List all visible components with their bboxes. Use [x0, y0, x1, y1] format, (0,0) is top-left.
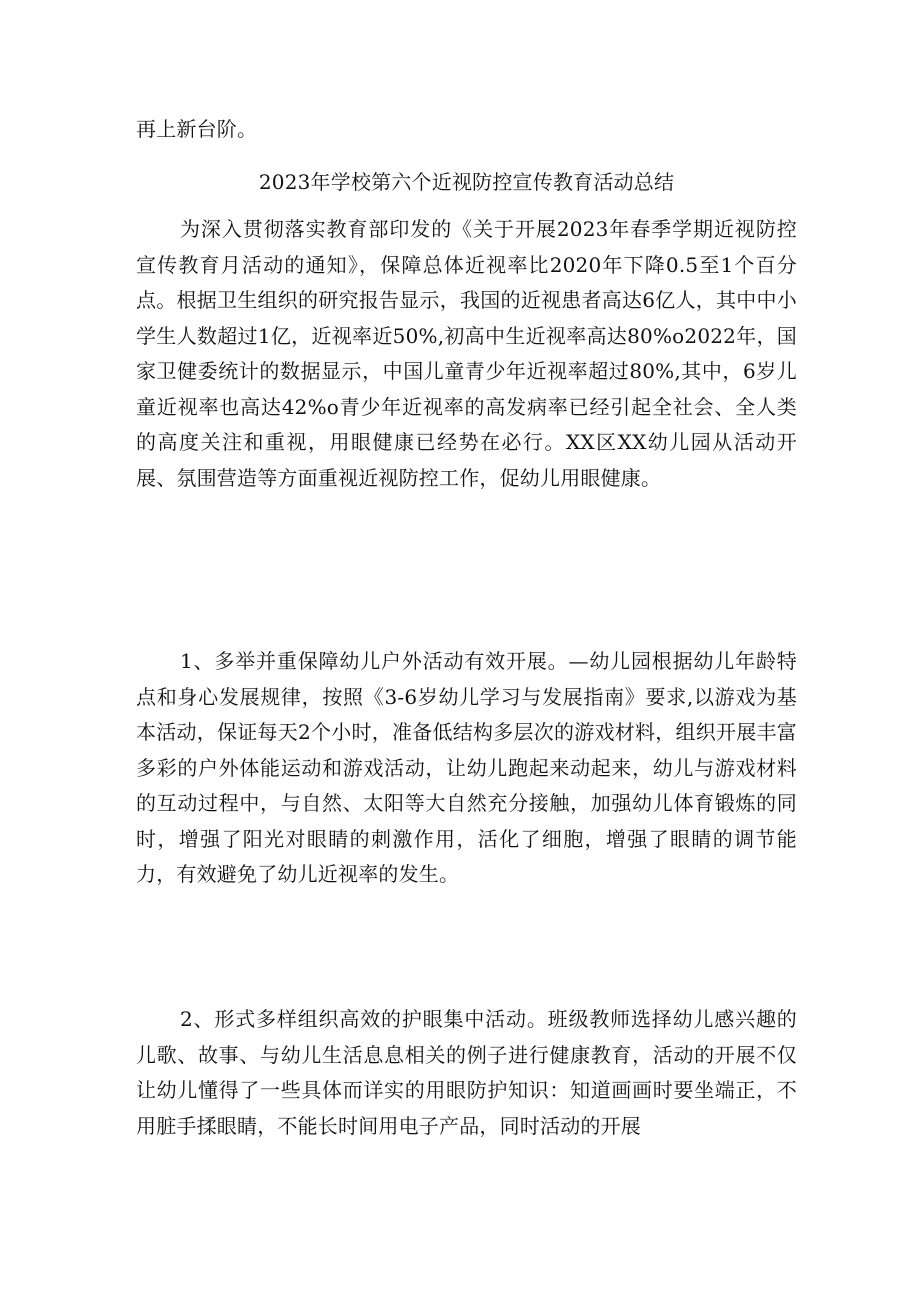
continuation-text: 再上新台阶。	[136, 117, 258, 141]
document-title: 2023年学校第六个近视防控宣传教育活动总结	[258, 170, 675, 194]
paragraph-introduction: 为深入贯彻落实教育部印发的《关于开展2023年春季学期近视防控宣传教育月活动的通知》，保障总体近视率比2020年下降0.5至1个百分点。根据卫生组织的研究报告显示，我国的近视患者高达6亿人，其中中小学生人数超过1亿，近视率近50%,初高中生近视率高达80%o2022年，国家卫健委统计的数据显示，中国儿童青少年近视率超过80%,其中，6岁儿童近视率也高达42%o青少年近视率的高发病率已经引起全社会、全人类的高度关注和重视，用眼健康已经势在必行。XX区XX幼儿园从活动开展、氛围营造等方面重视近视防控工作，促幼儿用眼健康。	[136, 217, 797, 490]
paragraph-eye-care-activities: 2、形式多样组织高效的护眼集中活动。班级教师选择幼儿感兴趣的儿歌、故事、与幼儿生活息息相关的例子进行健康教育，活动的开展不仅让幼儿懂得了一些具体而详实的用眼防护知识：知道画画时要坐端正，不用脏手揉眼睛，不能长时间用电子产品，同时活动的开展	[136, 1007, 797, 1138]
paragraph-outdoor-activities: 1、多举并重保障幼儿户外活动有效开展。—幼儿园根据幼儿年龄特点和身心发展规律，按照《3-6岁幼儿学习与发展指南》要求,以游戏为基本活动，保证每天2个小时，准备低结构多层次的游戏材料，组织开展丰富多彩的户外体能运动和游戏活动，让幼儿跑起来动起来，幼儿与游戏材料的互动过程中，与自然、太阳等大自然充分接触，加强幼儿体育锻炼的同时，增强了阳光对眼睛的刺激作用，活化了细胞，增强了眼睛的调节能力，有效避免了幼儿近视率的发生。	[136, 649, 797, 886]
